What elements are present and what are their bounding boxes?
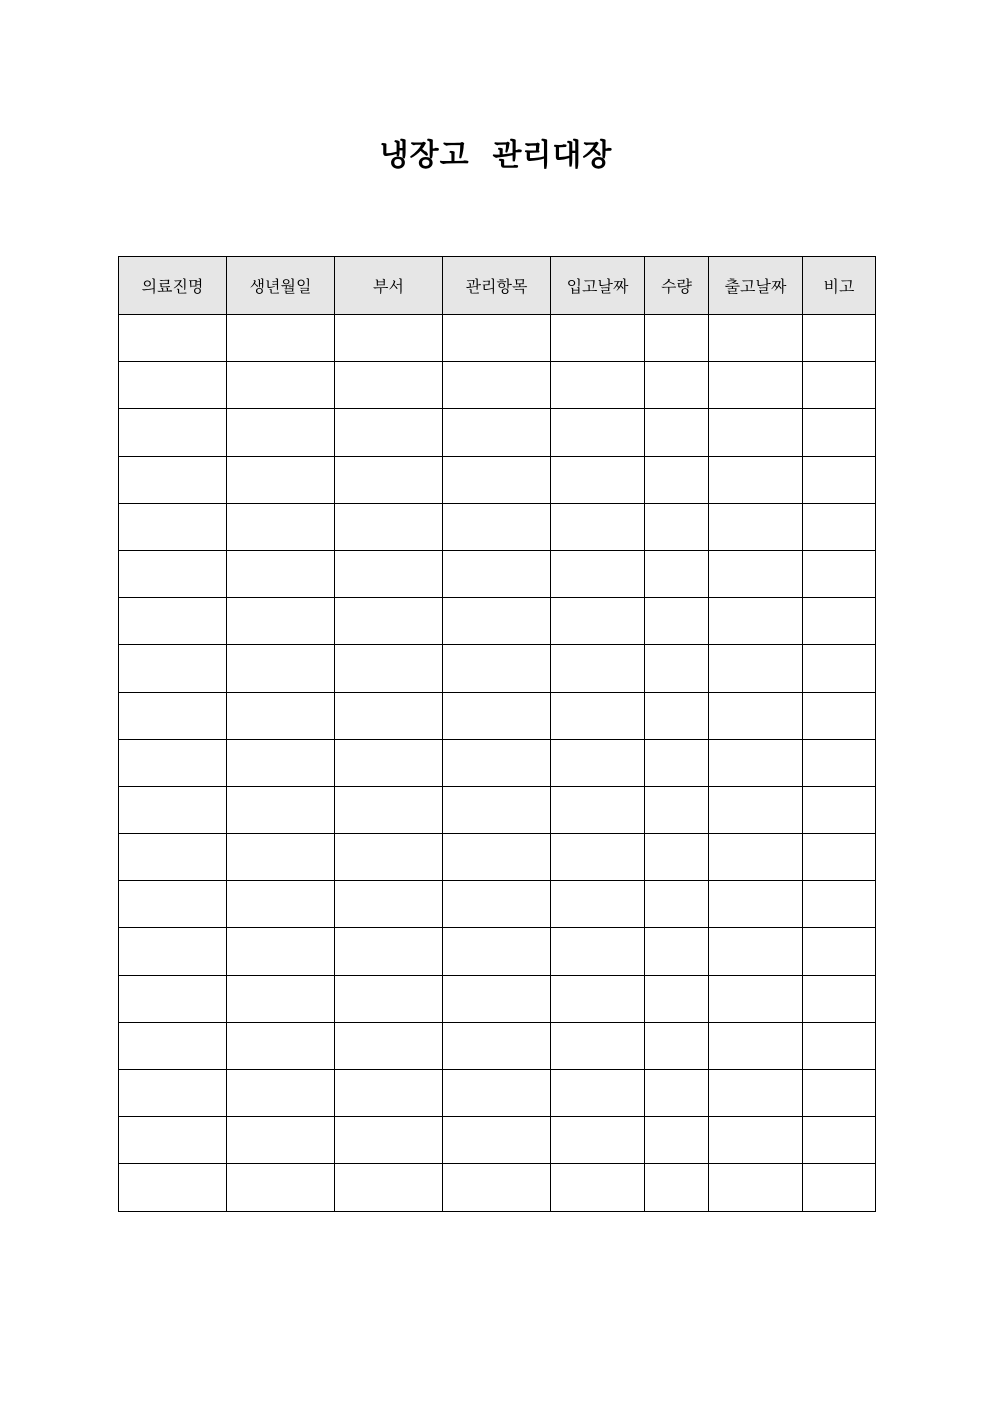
table-cell[interactable] [645,739,709,786]
table-row [119,315,876,362]
table-cell[interactable] [227,692,335,739]
table-cell[interactable] [443,1070,551,1117]
table-cell[interactable] [709,928,803,975]
table-cell[interactable] [803,1022,876,1069]
table-cell[interactable] [551,315,645,362]
table-row [119,645,876,692]
table-cell[interactable] [443,1117,551,1164]
table-cell[interactable] [335,550,443,597]
table-cell[interactable] [227,1070,335,1117]
table-cell[interactable] [709,550,803,597]
table-cell[interactable] [335,928,443,975]
table-cell[interactable] [803,503,876,550]
table-cell[interactable] [645,362,709,409]
table-body [119,315,876,1212]
table-cell[interactable] [335,1164,443,1211]
table-cell[interactable] [119,550,227,597]
document-title: 냉장고 관리대장 [379,138,613,173]
table-cell[interactable] [551,456,645,503]
table-cell[interactable] [645,881,709,928]
table-cell[interactable] [551,1070,645,1117]
table-cell[interactable] [443,456,551,503]
table-row [119,1117,876,1164]
table-cell[interactable] [803,456,876,503]
column-header-receipt-date: 입고날짜 [551,257,645,315]
table-cell[interactable] [709,598,803,645]
table-cell[interactable] [443,315,551,362]
table-cell[interactable] [645,503,709,550]
table-cell[interactable] [227,1164,335,1211]
table-row [119,550,876,597]
table-cell[interactable] [551,786,645,833]
table-cell[interactable] [119,456,227,503]
table-row [119,456,876,503]
table-cell[interactable] [645,692,709,739]
table-cell[interactable] [709,645,803,692]
table-cell[interactable] [803,550,876,597]
table-cell[interactable] [119,1117,227,1164]
table-row [119,928,876,975]
table-cell[interactable] [335,598,443,645]
table-cell[interactable] [443,739,551,786]
table-cell[interactable] [709,315,803,362]
table-cell[interactable] [551,1117,645,1164]
table-cell[interactable] [227,409,335,456]
column-header-release-date: 출고날짜 [709,257,803,315]
table-cell[interactable] [227,362,335,409]
table-cell[interactable] [119,1070,227,1117]
table-cell[interactable] [335,692,443,739]
table-row [119,409,876,456]
table-row [119,786,876,833]
table-cell[interactable] [227,550,335,597]
column-header-birth-date: 생년월일 [227,257,335,315]
table-cell[interactable] [709,1164,803,1211]
table-cell[interactable] [227,928,335,975]
table-cell[interactable] [645,645,709,692]
table-cell[interactable] [645,409,709,456]
table-cell[interactable] [443,645,551,692]
table-cell[interactable] [645,598,709,645]
table-cell[interactable] [551,834,645,881]
table-cell[interactable] [443,1164,551,1211]
table-cell[interactable] [709,1022,803,1069]
table-cell[interactable] [803,1164,876,1211]
table-cell[interactable] [335,1022,443,1069]
table-cell[interactable] [551,1022,645,1069]
table-row [119,975,876,1022]
table-cell[interactable] [551,409,645,456]
table-cell[interactable] [119,881,227,928]
table-cell[interactable] [803,315,876,362]
table-cell[interactable] [335,834,443,881]
table-cell[interactable] [119,503,227,550]
table-cell[interactable] [335,645,443,692]
table-cell[interactable] [709,739,803,786]
table-cell[interactable] [227,975,335,1022]
table-cell[interactable] [645,834,709,881]
table-cell[interactable] [803,834,876,881]
table-cell[interactable] [551,550,645,597]
table-cell[interactable] [551,928,645,975]
table-cell[interactable] [645,786,709,833]
table-cell[interactable] [645,928,709,975]
table-row [119,503,876,550]
table-row [119,881,876,928]
table-cell[interactable] [551,881,645,928]
table-row [119,1164,876,1211]
table-cell[interactable] [119,409,227,456]
table-cell[interactable] [227,645,335,692]
table-row [119,598,876,645]
table-cell[interactable] [709,975,803,1022]
table-header-row [119,257,876,315]
table-row [119,834,876,881]
table-cell[interactable] [443,1022,551,1069]
table-cell[interactable] [443,692,551,739]
table-cell[interactable] [227,739,335,786]
table-cell[interactable] [443,834,551,881]
table-cell[interactable] [335,456,443,503]
refrigerator-management-table [118,256,876,1212]
table-cell[interactable] [709,1117,803,1164]
table-cell[interactable] [551,975,645,1022]
table-cell[interactable] [335,975,443,1022]
table-cell[interactable] [709,692,803,739]
table-cell[interactable] [119,692,227,739]
table-cell[interactable] [709,409,803,456]
table-row [119,1022,876,1069]
table-cell[interactable] [335,503,443,550]
table-cell[interactable] [709,834,803,881]
table-cell[interactable] [645,456,709,503]
table-cell[interactable] [551,692,645,739]
table-cell[interactable] [119,739,227,786]
column-header-department: 부서 [335,257,443,315]
table-row [119,739,876,786]
table-cell[interactable] [803,409,876,456]
table-cell[interactable] [335,739,443,786]
table-cell[interactable] [227,1117,335,1164]
table-cell[interactable] [443,598,551,645]
table-cell[interactable] [709,503,803,550]
table-cell[interactable] [803,692,876,739]
table-cell[interactable] [335,409,443,456]
table-cell[interactable] [645,1070,709,1117]
column-header-quantity: 수량 [645,257,709,315]
table-cell[interactable] [227,456,335,503]
table-cell[interactable] [645,1117,709,1164]
table-cell[interactable] [443,362,551,409]
table-cell[interactable] [551,739,645,786]
table-cell[interactable] [335,786,443,833]
table-cell[interactable] [119,362,227,409]
table-cell[interactable] [443,503,551,550]
table-cell[interactable] [709,456,803,503]
table-cell[interactable] [335,1070,443,1117]
table-cell[interactable] [803,975,876,1022]
table-row [119,1070,876,1117]
table-cell[interactable] [119,598,227,645]
column-header-remarks: 비고 [803,257,876,315]
table-cell[interactable] [551,503,645,550]
table-cell[interactable] [227,1022,335,1069]
column-header-managed-item: 관리항목 [443,257,551,315]
table-cell[interactable] [551,1164,645,1211]
table-cell[interactable] [645,550,709,597]
table-cell[interactable] [709,362,803,409]
table-cell[interactable] [645,1022,709,1069]
table-cell[interactable] [803,645,876,692]
table-cell[interactable] [227,315,335,362]
table-cell[interactable] [227,598,335,645]
table-cell[interactable] [119,1022,227,1069]
table-cell[interactable] [119,315,227,362]
table-cell[interactable] [335,881,443,928]
table-cell[interactable] [709,1070,803,1117]
table-cell[interactable] [119,928,227,975]
table-cell[interactable] [335,362,443,409]
table-cell[interactable] [335,315,443,362]
table-cell[interactable] [551,645,645,692]
table-cell[interactable] [119,786,227,833]
table-cell[interactable] [119,1164,227,1211]
table-cell[interactable] [803,1070,876,1117]
table-cell[interactable] [443,928,551,975]
table-cell[interactable] [803,362,876,409]
table-cell[interactable] [119,834,227,881]
table-cell[interactable] [443,975,551,1022]
table-cell[interactable] [227,503,335,550]
table-cell[interactable] [803,786,876,833]
column-header-staff-name: 의료진명 [119,257,227,315]
table-cell[interactable] [227,881,335,928]
table-cell[interactable] [443,881,551,928]
table-cell[interactable] [227,834,335,881]
table-row [119,692,876,739]
table-cell[interactable] [443,786,551,833]
table-cell[interactable] [443,550,551,597]
table-cell[interactable] [551,362,645,409]
table-cell[interactable] [803,1117,876,1164]
table-cell[interactable] [709,881,803,928]
table-cell[interactable] [551,598,645,645]
table-cell[interactable] [645,975,709,1022]
table-cell[interactable] [335,1117,443,1164]
table-cell[interactable] [803,928,876,975]
table-row [119,362,876,409]
table-cell[interactable] [803,739,876,786]
table-cell[interactable] [645,315,709,362]
table-cell[interactable] [709,786,803,833]
table-cell[interactable] [803,881,876,928]
table-cell[interactable] [645,1164,709,1211]
table-cell[interactable] [119,975,227,1022]
table-cell[interactable] [227,786,335,833]
table-cell[interactable] [119,645,227,692]
table-cell[interactable] [803,598,876,645]
table-cell[interactable] [443,409,551,456]
